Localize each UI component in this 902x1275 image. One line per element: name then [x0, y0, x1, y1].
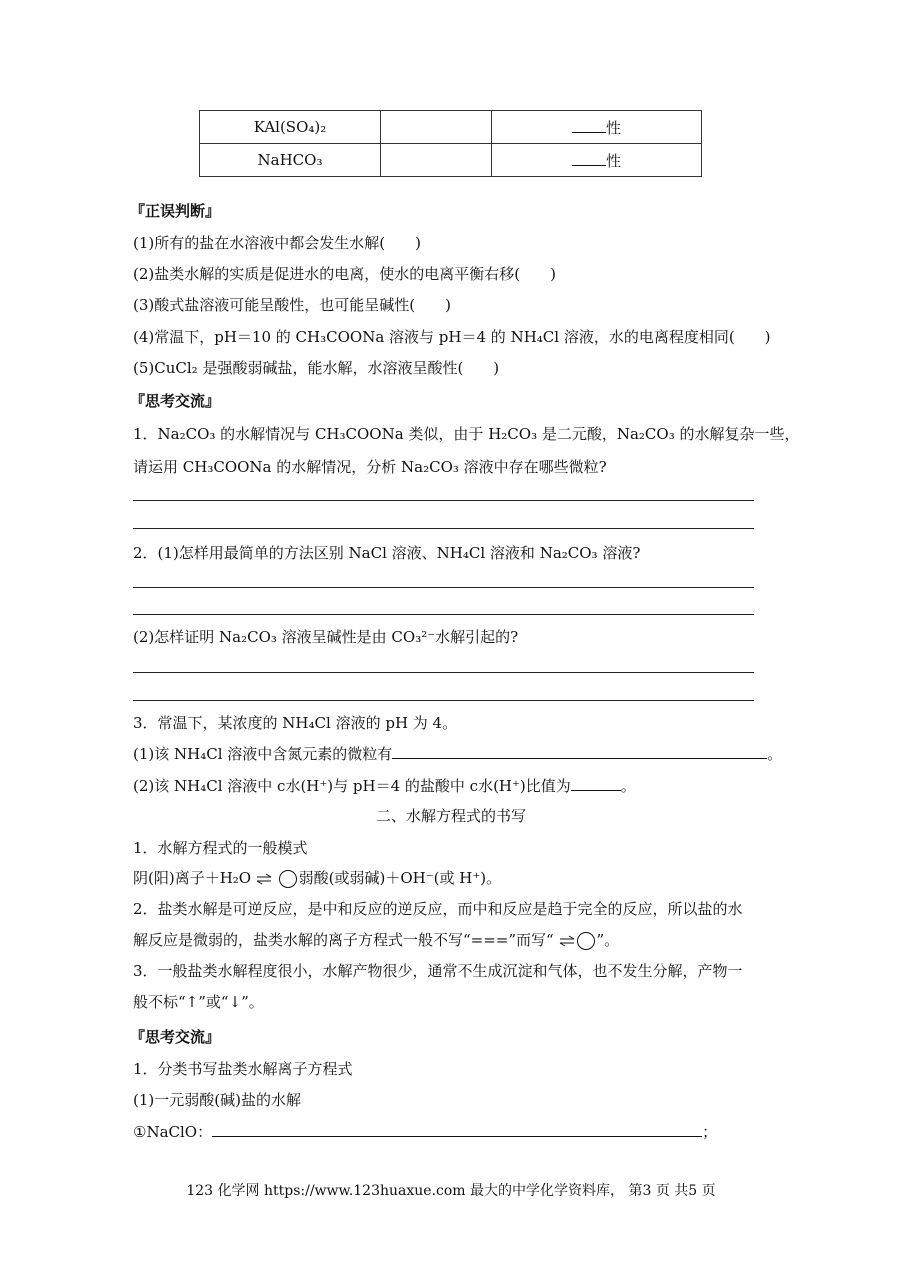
paragraph: 2．盐类水解是可逆反应，是中和反应的逆反应，而中和反应是趋于完全的反应，所以盐的水: [133, 900, 743, 918]
question-text: 3．常温下，某浓度的 NH₄Cl 溶液的 pH 为 4。: [133, 714, 458, 732]
answer-line[interactable]: [133, 528, 754, 529]
punctuation: 。: [767, 745, 783, 763]
question-text: 1．Na₂CO₃ 的水解情况与 CH₃COONa 类似，由于 H₂CO₃ 是二元酸，Na₂CO₃ 的水解复杂一些，: [133, 425, 800, 443]
punctuation: 。: [620, 777, 636, 795]
q3a-label: (1)该 NH₄Cl 溶液中含氮元素的微粒有: [133, 745, 393, 763]
question-text: (2)怎样证明 Na₂CO₃ 溶液呈碱性是由 CO₃²⁻水解引起的?: [133, 628, 519, 646]
nacl-label: ①NaClO：: [133, 1123, 213, 1141]
table-cell-salt: KAl(SO₄)₂: [200, 111, 381, 144]
think-heading: 『思考交流』: [130, 392, 221, 410]
answer-line[interactable]: [133, 614, 754, 615]
question-text: [133, 1121, 717, 1142]
circle-mark-icon: [279, 870, 297, 888]
judgement-item: (5)CuCl₂ 是强酸弱碱盐，能水解，水溶液呈酸性( ): [133, 359, 500, 377]
table-cell-blank: [381, 111, 492, 144]
reversible-arrow-icon: [256, 873, 272, 885]
paragraph: [133, 867, 501, 888]
question-text: 1．分类书写盐类水解离子方程式: [133, 1060, 353, 1078]
question-text: [133, 775, 636, 796]
reversible-arrow-icon: [559, 935, 575, 947]
circle-mark-icon: [577, 932, 595, 950]
equation-left: 阴(阳)离子＋H₂O: [133, 869, 252, 887]
judgement-item: (4)常温下，pH＝10 的 CH₃COONa 溶液与 pH＝4 的 NH₄Cl 溶液，水的电离程度相同( ): [133, 328, 771, 346]
section-title: 二、水解方程式的书写: [375, 807, 526, 825]
q3b-label: (2)该 NH₄Cl 溶液中 c水(H⁺)与 pH＝4 的盐酸中 c水(H⁺)比值为: [133, 777, 571, 795]
answer-blank[interactable]: [572, 153, 606, 166]
fill-blank[interactable]: [392, 744, 767, 759]
question-text: 2．(1)怎样用最简单的方法区别 NaCl 溶液、NH₄Cl 溶液和 Na₂CO₃ 溶液?: [133, 544, 641, 562]
table-cell-blank: [381, 144, 492, 177]
answer-line[interactable]: [133, 700, 754, 701]
paragraph: [133, 929, 619, 950]
table-cell-nature[interactable]: [492, 144, 702, 177]
nature-label: 性: [605, 151, 621, 170]
equals-sign: ===: [470, 931, 509, 949]
punctuation: ；: [702, 1123, 718, 1141]
question-text: 请运用 CH₃COONa 的水解情况，分析 Na₂CO₃ 溶液中存在哪些微粒?: [133, 458, 607, 476]
fill-blank[interactable]: [571, 776, 621, 791]
equation-right: 弱酸(或弱碱)＋OH⁻(或 H⁺)。: [298, 869, 502, 887]
table-row: [200, 111, 702, 144]
paragraph-text: ”而写“: [508, 931, 554, 949]
answer-line[interactable]: [133, 587, 754, 588]
paragraph: 3．一般盐类水解程度很小，水解产物很少，通常不生成沉淀和气体，也不发生分解，产物一: [133, 962, 743, 980]
question-text: [133, 743, 782, 764]
nature-label: 性: [605, 118, 621, 137]
table-row: [200, 144, 702, 177]
think-heading: 『思考交流』: [130, 1028, 221, 1046]
answer-blank[interactable]: [572, 120, 606, 133]
question-text: (1)一元弱酸(碱)盐的水解: [133, 1091, 301, 1109]
paragraph-text: 解反应是微弱的，盐类水解的离子方程式一般不写“: [133, 931, 471, 949]
judgement-item: (3)酸式盐溶液可能呈酸性，也可能呈碱性( ): [133, 296, 451, 314]
judgement-item: (1)所有的盐在水溶液中都会发生水解( ): [133, 234, 421, 252]
table-cell-salt: NaHCO₃: [200, 144, 381, 177]
page-footer: 123 化学网 https://www.123huaxue.com 最大的中学化学资料库， 第3 页 共5 页: [186, 1183, 716, 1199]
fill-blank[interactable]: [212, 1122, 702, 1137]
salt-table: [199, 110, 702, 177]
answer-line[interactable]: [133, 672, 754, 673]
table-cell-nature[interactable]: [492, 111, 702, 144]
paragraph: 1．水解方程式的一般模式: [133, 839, 308, 857]
judgement-item: (2)盐类水解的实质是促进水的电离，使水的电离平衡右移( ): [133, 265, 556, 283]
paragraph-text: ”。: [596, 931, 620, 949]
answer-line[interactable]: [133, 500, 754, 501]
judgement-heading: 『正误判断』: [130, 202, 221, 220]
paragraph: 般不标“↑”或“↓”。: [133, 993, 264, 1011]
